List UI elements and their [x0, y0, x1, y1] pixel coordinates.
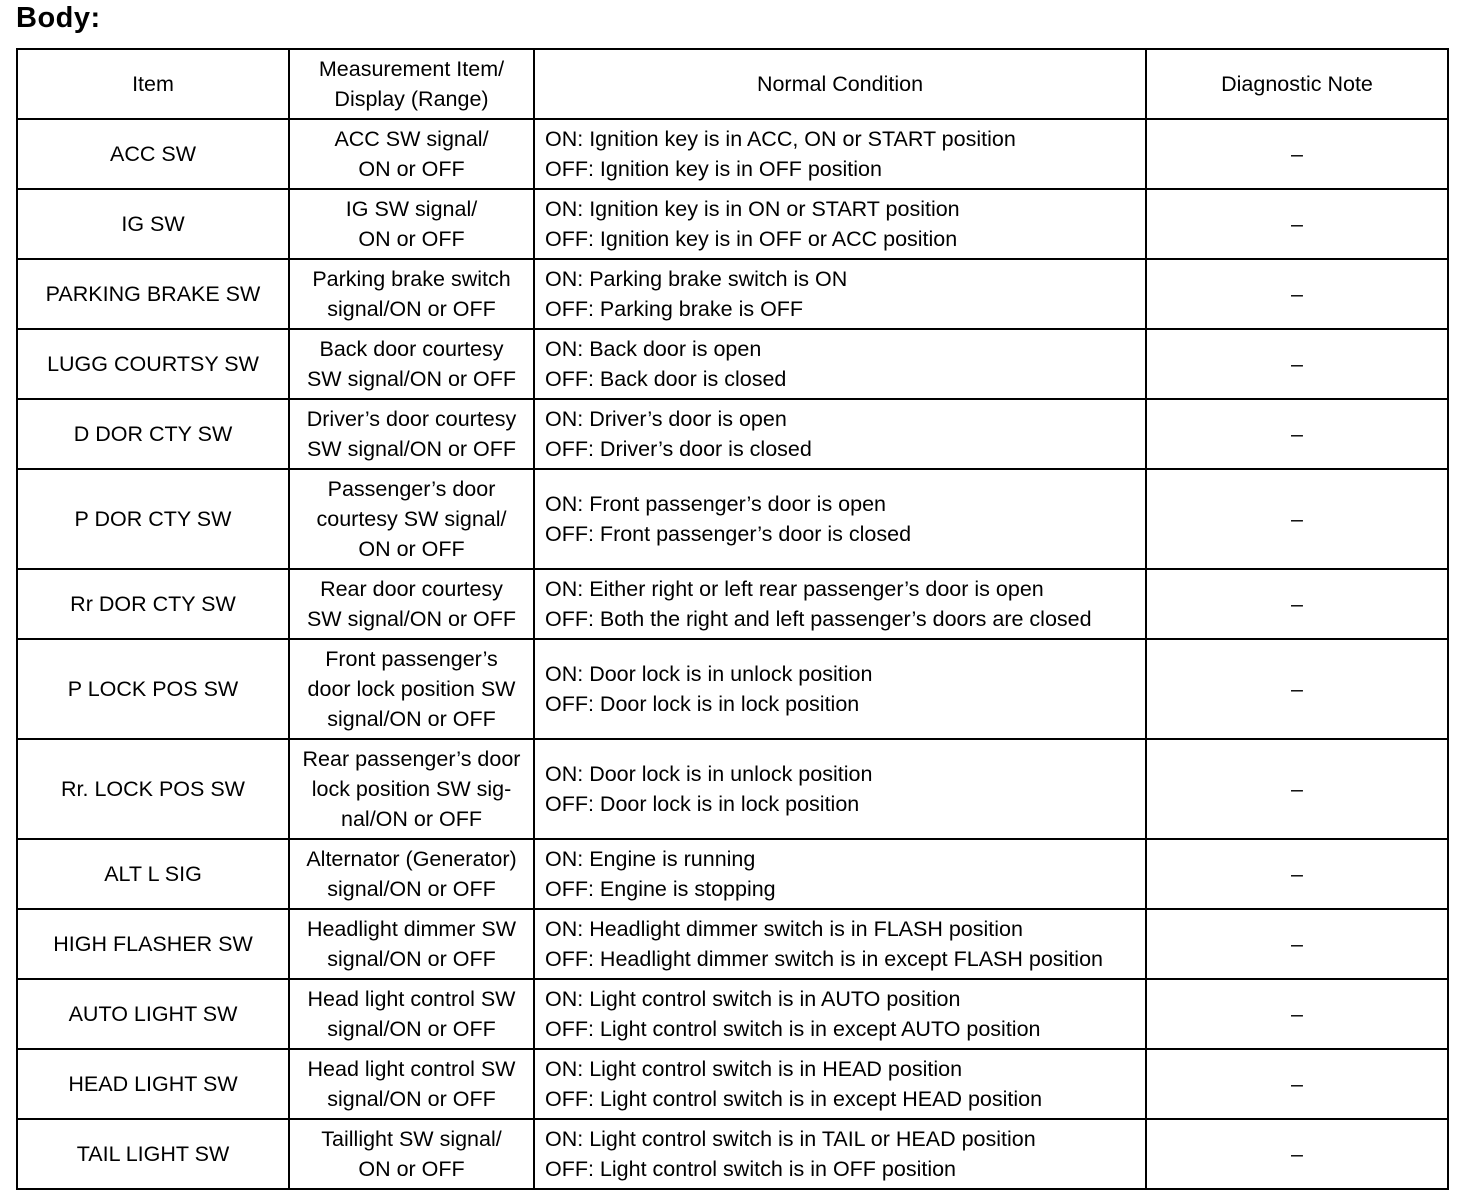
condition-cell — [534, 1049, 1146, 1119]
item-cell: P DOR CTY SW — [17, 469, 289, 569]
measurement-line: courtesy SW signal/ — [316, 507, 507, 531]
measurement-line: Taillight SW signal/ — [321, 1127, 502, 1151]
diagnostic-note-cell: – — [1146, 1119, 1448, 1189]
measurement-line: signal/ON or OFF — [327, 947, 496, 971]
condition-line: ON: Light control switch is in TAIL or HEAD position — [545, 1127, 1036, 1151]
diagnostic-note-cell: – — [1146, 979, 1448, 1049]
item-cell: ALT L SIG — [17, 839, 289, 909]
measurement-cell — [289, 469, 534, 569]
condition-line: ON: Headlight dimmer switch is in FLASH position — [545, 917, 1023, 941]
header-condition: Normal Condition — [534, 49, 1146, 119]
table-row — [17, 739, 1448, 839]
condition-line: ON: Parking brake switch is ON — [545, 267, 848, 291]
item-cell: LUGG COURTSY SW — [17, 329, 289, 399]
table-header-row — [17, 49, 1448, 119]
measurement-line: lock position SW sig- — [311, 777, 512, 801]
condition-cell — [534, 839, 1146, 909]
condition-line: ON: Back door is open — [545, 337, 762, 361]
table-row — [17, 569, 1448, 639]
measurement-line: IG SW signal/ — [345, 197, 478, 221]
measurement-line: ON or OFF — [358, 537, 465, 561]
condition-cell — [534, 1119, 1146, 1189]
condition-line: OFF: Ignition key is in OFF or ACC position — [545, 227, 958, 251]
condition-cell — [534, 979, 1146, 1049]
condition-line: OFF: Driver’s door is closed — [545, 437, 812, 461]
item-cell: AUTO LIGHT SW — [17, 979, 289, 1049]
condition-line: ON: Ignition key is in ON or START position — [545, 197, 960, 221]
measurement-line: signal/ON or OFF — [327, 1087, 496, 1111]
table-row — [17, 1049, 1448, 1119]
measurement-line: Alternator (Generator) — [306, 847, 517, 871]
table-row — [17, 839, 1448, 909]
measurement-line: signal/ON or OFF — [327, 1017, 496, 1041]
item-cell: ACC SW — [17, 119, 289, 189]
measurement-line: ACC SW signal/ — [334, 127, 489, 151]
measurement-line: Rear passenger’s door — [302, 747, 521, 771]
measurement-cell — [289, 329, 534, 399]
measurement-line: Rear door courtesy — [320, 577, 503, 601]
measurement-line: Headlight dimmer SW — [306, 917, 517, 941]
condition-line: OFF: Light control switch is in OFF position — [545, 1157, 957, 1181]
header-measurement-line: Display (Range) — [334, 87, 489, 111]
measurement-line: SW signal/ON or OFF — [306, 367, 517, 391]
measurement-cell — [289, 399, 534, 469]
condition-line: OFF: Back door is closed — [545, 367, 787, 391]
condition-line: OFF: Engine is stopping — [545, 877, 776, 901]
condition-cell — [534, 259, 1146, 329]
measurement-line: nal/ON or OFF — [341, 807, 482, 831]
condition-line: OFF: Door lock is in lock position — [545, 692, 860, 716]
measurement-line: Driver’s door courtesy — [306, 407, 517, 431]
measurement-line: ON or OFF — [358, 1157, 465, 1181]
condition-line: ON: Driver’s door is open — [545, 407, 787, 431]
condition-cell — [534, 639, 1146, 739]
condition-line: ON: Door lock is in unlock position — [545, 662, 873, 686]
measurement-cell — [289, 189, 534, 259]
measurement-cell — [289, 639, 534, 739]
condition-line: OFF: Light control switch is in except HEAD position — [545, 1087, 1043, 1111]
measurement-cell — [289, 569, 534, 639]
condition-line: OFF: Door lock is in lock position — [545, 792, 860, 816]
table-row — [17, 259, 1448, 329]
diagnostic-note-cell: – — [1146, 569, 1448, 639]
measurement-line: signal/ON or OFF — [327, 707, 496, 731]
condition-line: OFF: Ignition key is in OFF position — [545, 157, 882, 181]
diagnostic-note-cell: – — [1146, 119, 1448, 189]
measurement-cell — [289, 259, 534, 329]
condition-line: ON: Either right or left rear passenger’s door is open — [545, 577, 1044, 601]
table-row — [17, 639, 1448, 739]
item-cell: HIGH FLASHER SW — [17, 909, 289, 979]
header-note: Diagnostic Note — [1146, 49, 1448, 119]
condition-cell — [534, 739, 1146, 839]
table-row — [17, 399, 1448, 469]
condition-cell — [534, 399, 1146, 469]
measurement-line: Head light control SW — [307, 1057, 516, 1081]
diagnostic-note-cell: – — [1146, 189, 1448, 259]
item-cell: P LOCK POS SW — [17, 639, 289, 739]
diagnostic-note-cell: – — [1146, 259, 1448, 329]
measurement-line: Front passenger’s — [325, 647, 498, 671]
measurement-cell — [289, 119, 534, 189]
measurement-line: ON or OFF — [358, 227, 465, 251]
condition-cell — [534, 329, 1146, 399]
measurement-line: ON or OFF — [358, 157, 465, 181]
diagnostic-note-cell: – — [1146, 329, 1448, 399]
condition-line: ON: Light control switch is in HEAD position — [545, 1057, 963, 1081]
condition-line: OFF: Front passenger’s door is closed — [545, 522, 912, 546]
header-item: Item — [17, 49, 289, 119]
condition-line: OFF: Headlight dimmer switch is in except FLASH position — [545, 947, 1104, 971]
condition-line: OFF: Light control switch is in except AUTO position — [545, 1017, 1041, 1041]
diagnostic-note-cell: – — [1146, 639, 1448, 739]
table-row — [17, 979, 1448, 1049]
condition-cell — [534, 569, 1146, 639]
item-cell: Rr DOR CTY SW — [17, 569, 289, 639]
header-measurement-line: Measurement Item/ — [318, 57, 505, 81]
measurement-cell — [289, 1049, 534, 1119]
condition-line: ON: Engine is running — [545, 847, 756, 871]
condition-line: ON: Ignition key is in ACC, ON or START position — [545, 127, 1016, 151]
measurement-line: Head light control SW — [307, 987, 516, 1011]
condition-cell — [534, 189, 1146, 259]
measurement-line: door lock position SW — [307, 677, 516, 701]
condition-line: OFF: Both the right and left passenger’s doors are closed — [545, 607, 1092, 631]
measurement-line: SW signal/ON or OFF — [306, 437, 517, 461]
measurement-line: Parking brake switch — [312, 267, 511, 291]
measurement-line: signal/ON or OFF — [327, 877, 496, 901]
condition-line: ON: Front passenger’s door is open — [545, 492, 886, 516]
condition-cell — [534, 909, 1146, 979]
header-measurement — [289, 49, 534, 119]
page-title: Body: — [16, 2, 101, 34]
table-row — [17, 1119, 1448, 1189]
diagnostic-note-cell: – — [1146, 399, 1448, 469]
diagnostic-note-cell: – — [1146, 469, 1448, 569]
item-cell: Rr. LOCK POS SW — [17, 739, 289, 839]
item-cell: D DOR CTY SW — [17, 399, 289, 469]
condition-line: OFF: Parking brake is OFF — [545, 297, 804, 321]
table-row — [17, 119, 1448, 189]
item-cell: HEAD LIGHT SW — [17, 1049, 289, 1119]
table-row — [17, 469, 1448, 569]
measurement-cell — [289, 739, 534, 839]
measurement-line: SW signal/ON or OFF — [306, 607, 517, 631]
diagnostic-note-cell: – — [1146, 739, 1448, 839]
item-cell: IG SW — [17, 189, 289, 259]
condition-cell — [534, 469, 1146, 569]
diagnostic-note-cell: – — [1146, 909, 1448, 979]
measurement-line: Passenger’s door — [327, 477, 496, 501]
measurement-cell — [289, 909, 534, 979]
table-row — [17, 189, 1448, 259]
diagnostic-note-cell: – — [1146, 839, 1448, 909]
diagnostic-note-cell: – — [1146, 1049, 1448, 1119]
condition-cell — [534, 119, 1146, 189]
data-list-table — [16, 48, 1449, 1190]
table-row — [17, 909, 1448, 979]
measurement-cell — [289, 979, 534, 1049]
measurement-cell — [289, 1119, 534, 1189]
table-row — [17, 329, 1448, 399]
condition-line: ON: Door lock is in unlock position — [545, 762, 873, 786]
condition-line: ON: Light control switch is in AUTO position — [545, 987, 961, 1011]
measurement-line: Back door courtesy — [319, 337, 504, 361]
item-cell: TAIL LIGHT SW — [17, 1119, 289, 1189]
item-cell: PARKING BRAKE SW — [17, 259, 289, 329]
measurement-line: signal/ON or OFF — [327, 297, 496, 321]
measurement-cell — [289, 839, 534, 909]
